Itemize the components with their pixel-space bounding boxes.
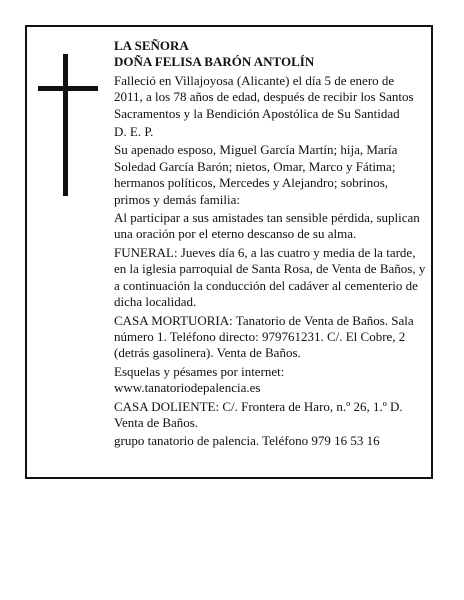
deceased-name: DOÑA FELISA BARÓN ANTOLÍN xyxy=(114,54,315,70)
obituary-text xyxy=(114,38,426,450)
rip-line: D. E. P. xyxy=(114,124,154,140)
family-paragraph: Su apenado esposo, Miguel García Martín; hija, María Soledad García Barón; nietos, Omar, Marco y Fátima; hermanos políticos, Mercedes y Alejandro; sobrinos, primos y demás familia: xyxy=(114,142,398,207)
funeral-paragraph: FUNERAL: Jueves día 6, a las cuatro y media de la tarde, en la iglesia parroquial de Santa Rosa, de Venta de Baños, y a continuación la conducción del cadáver al cementerio de dicha localidad. xyxy=(114,244,426,310)
death-info-paragraph: Falleció en Villajoyosa (Alicante) el día 5 de enero de 2011, a los 78 años de edad, después de recibir los Santos Sacramentos y la Bendición Apostólica de Su Santidad xyxy=(114,72,414,121)
prayer-request-paragraph: Al participar a sus amistades tan sensible pérdida, suplican una oración por el eterno descanso de su alma. xyxy=(114,210,420,242)
mourning-house-paragraph: CASA DOLIENTE: C/. Frontera de Haro, n.º 26, 1.º D. Venta de Baños. xyxy=(114,398,403,430)
cross-vertical-bar xyxy=(63,54,68,196)
mortuary-paragraph: CASA MORTUORIA: Tanatorio de Venta de Baños. Sala número 1. Teléfono directo: 979761231. C/. El Cobre, 2 (detrás gasolinera). Venta de Baños. xyxy=(114,312,414,361)
notice-heading-title: LA SEÑORA xyxy=(114,38,189,53)
cross-icon xyxy=(38,54,98,196)
internet-paragraph: Esquelas y pésames por internet: www.tanatoriodepalencia.es xyxy=(114,363,285,396)
cross-horizontal-bar xyxy=(38,86,98,91)
footer-line: grupo tanatorio de palencia. Teléfono 979 16 53 16 xyxy=(114,433,380,449)
